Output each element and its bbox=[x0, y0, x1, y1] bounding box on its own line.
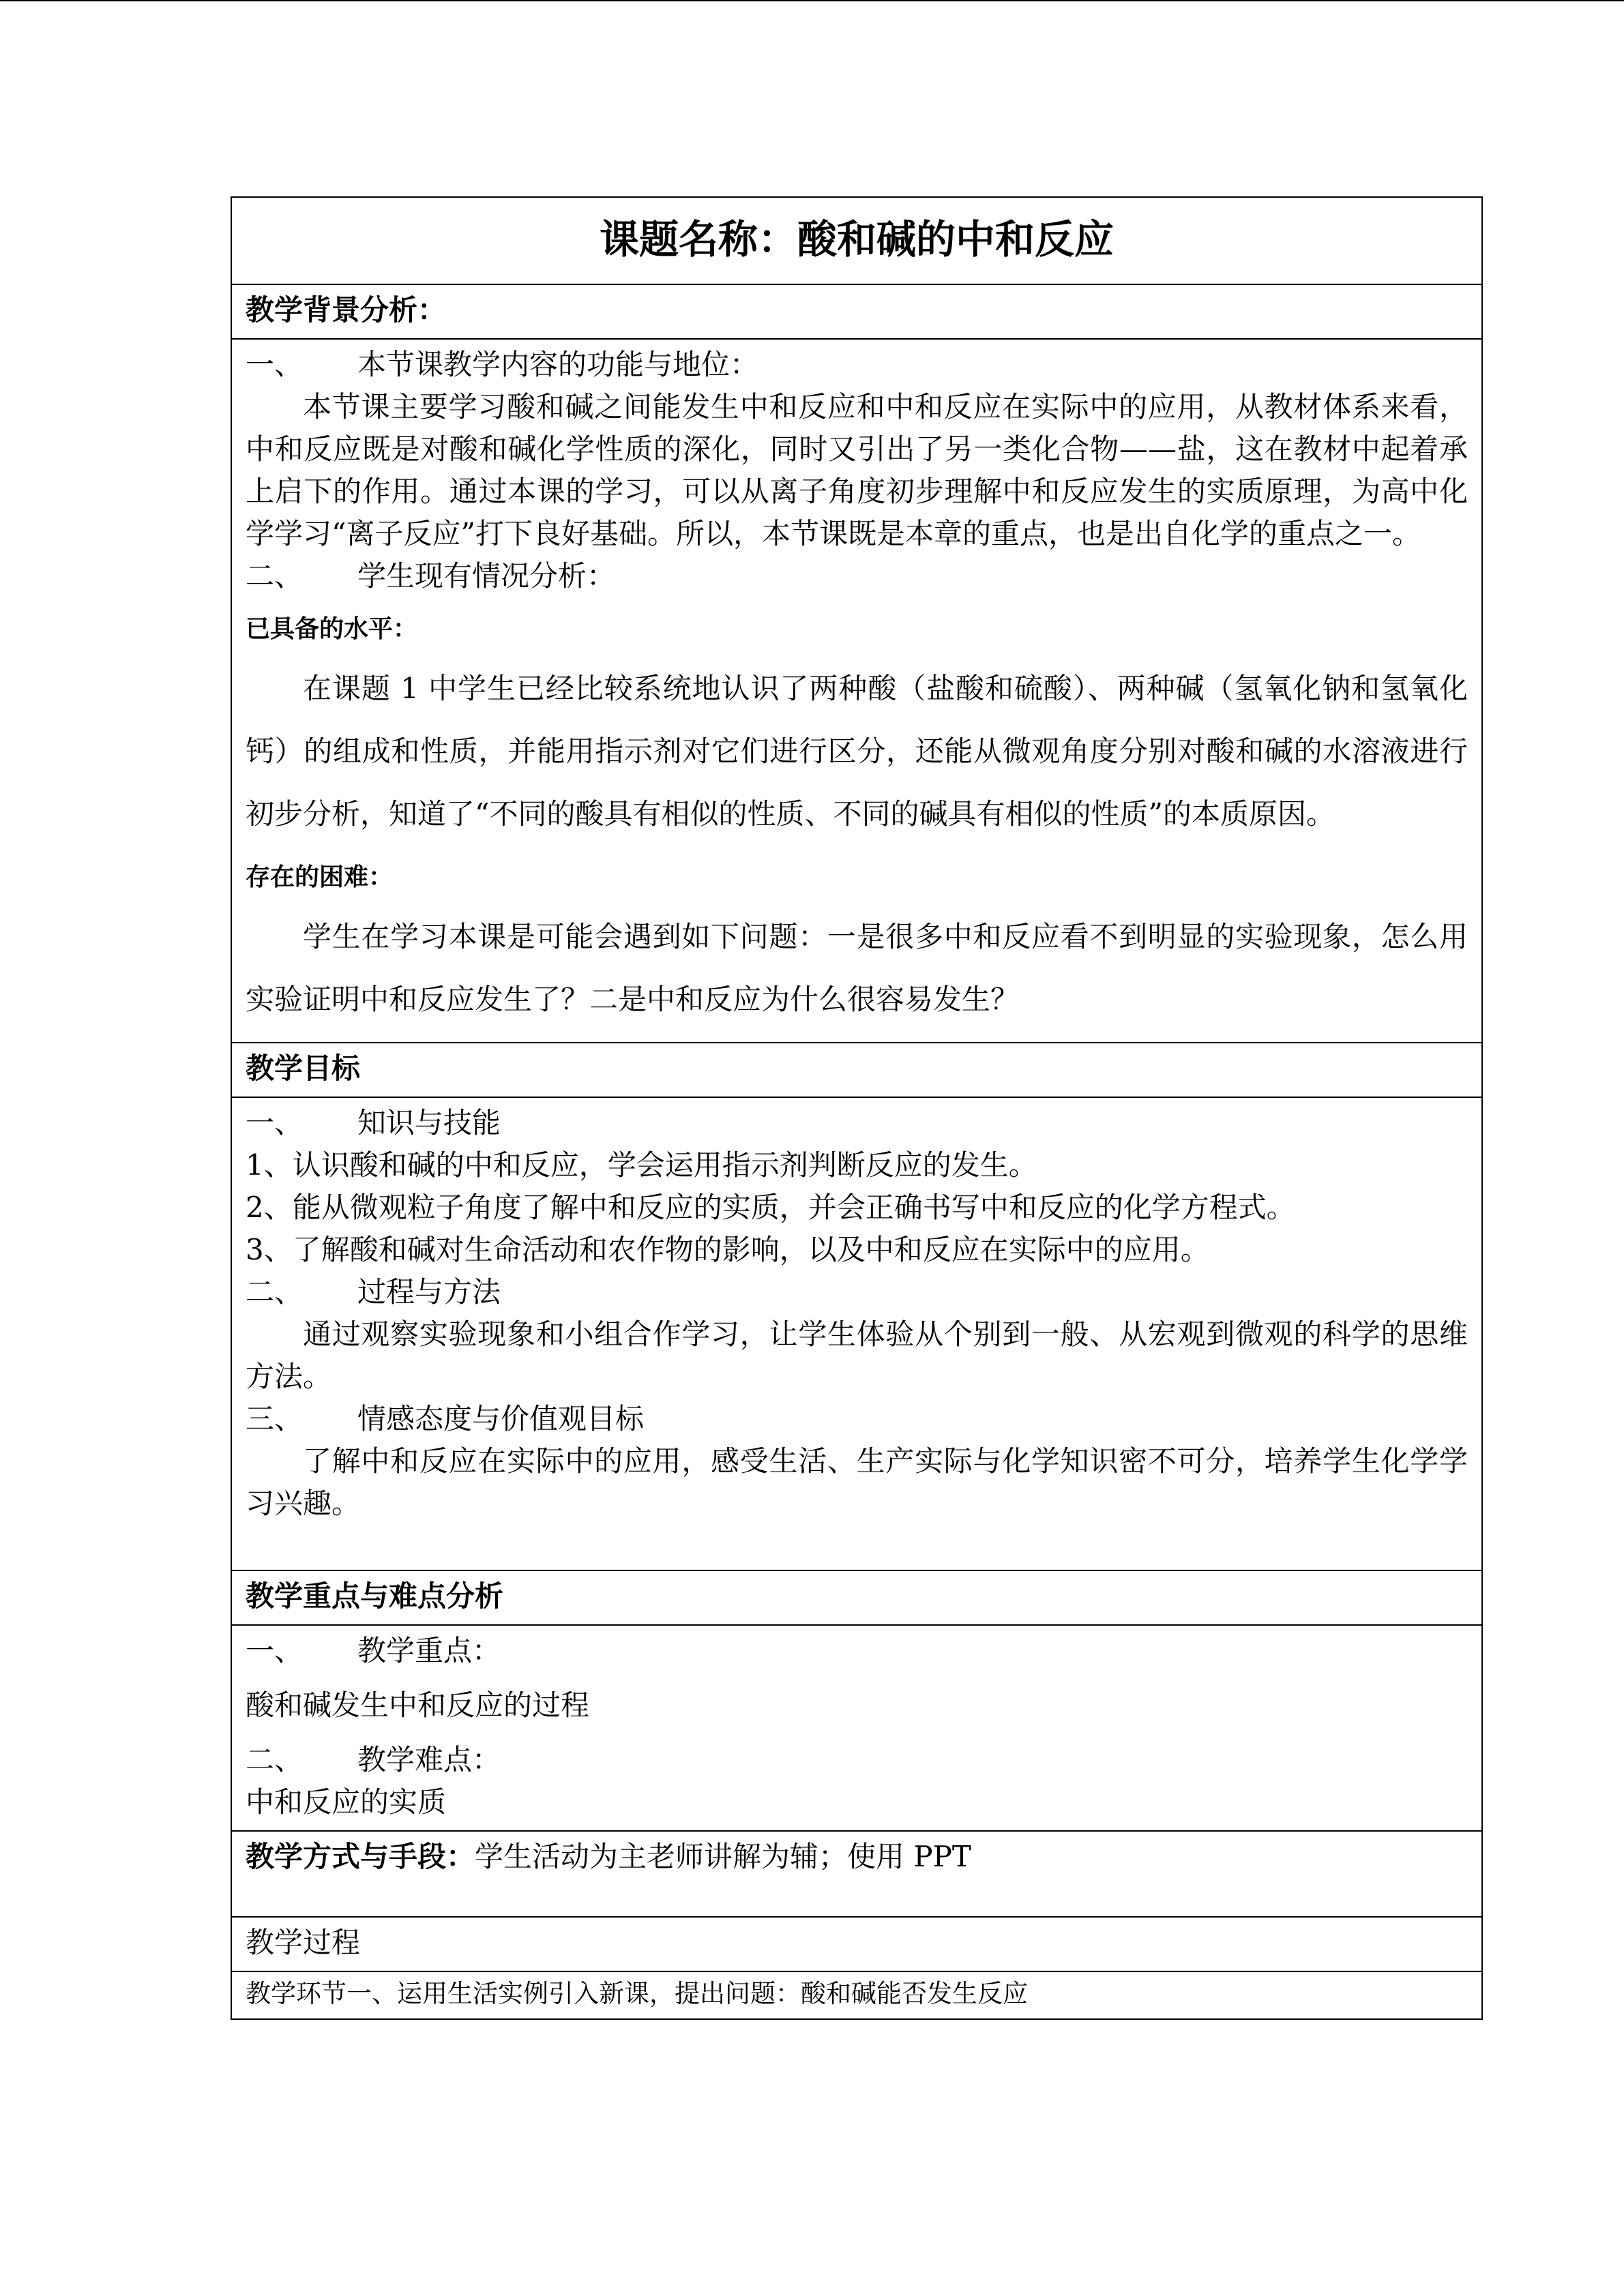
background-part2-line bbox=[246, 555, 1468, 597]
background-heading-row bbox=[231, 284, 1482, 339]
goal1-item: 1、认识酸和碱的中和反应，学会运用指示剂判断反应的发生。 bbox=[246, 1148, 1037, 1182]
goals-bottom-spacer bbox=[246, 1525, 1468, 1563]
background-content-row bbox=[231, 339, 1482, 1043]
keypoint-gap bbox=[246, 1672, 1468, 1684]
goals-content bbox=[231, 1097, 1482, 1570]
goal3-text: 了解中和反应在实际中的应用，感受生活、生产实际与化学知识密不可分，培养学生化学学习兴趣。 bbox=[246, 1444, 1468, 1520]
goal2-line bbox=[246, 1271, 1468, 1313]
goal1-line bbox=[246, 1102, 1468, 1144]
keypoint2-num: 二、 bbox=[246, 1743, 304, 1776]
keypoints-content-row bbox=[231, 1625, 1482, 1831]
difficulty-heading: 存在的困难： bbox=[246, 863, 394, 891]
level-text: 在课题 1 中学生已经比较系统地认识了两种酸（盐酸和硫酸）、两种碱（氢氧化钠和氢氧化钙）的组成和性质，并能用指示剂对它们进行区分，还能从微观角度分别对酸和碱的水溶液进行初步分析，知道了“不同的酸具有相似的性质、不同的碱具有相似的性质”的本质原因。 bbox=[246, 672, 1468, 831]
keypoints-heading-row bbox=[231, 1570, 1482, 1625]
goal1-item: 3、了解酸和碱对生命活动和农作物的影响，以及中和反应在实际中的应用。 bbox=[246, 1233, 1209, 1266]
keypoint1-text: 酸和碱发生中和反应的过程 bbox=[246, 1688, 590, 1722]
process-step-1: 教学环节一、运用生活实例引入新课，提出问题：酸和碱能否发生反应 bbox=[231, 1971, 1482, 2019]
goal1-label: 知识与技能 bbox=[357, 1106, 501, 1139]
keypoint2-label: 教学难点： bbox=[357, 1743, 501, 1776]
background-part2-num: 二、 bbox=[246, 559, 304, 593]
goal1-num: 一、 bbox=[246, 1106, 304, 1139]
process-step-row bbox=[231, 1971, 1482, 2019]
lesson-title: 课题名称：酸和碱的中和反应 bbox=[231, 197, 1482, 284]
goals-heading: 教学目标 bbox=[231, 1043, 1482, 1097]
goal2-label: 过程与方法 bbox=[357, 1275, 501, 1309]
keypoint2-text: 中和反应的实质 bbox=[246, 1785, 447, 1819]
keypoint-gap bbox=[246, 1727, 1468, 1739]
goals-heading-row bbox=[231, 1043, 1482, 1097]
keypoint2-line bbox=[246, 1739, 1468, 1781]
background-part1-text: 本节课主要学习酸和碱之间能发生中和反应和中和反应在实际中的应用，从教材体系来看，中和反应既是对酸和碱化学性质的深化，同时又引出了另一类化合物——盐，这在教材中起着承上启下的作用。通过本课的学习，可以从离子角度初步理解中和反应发生的实质原理，为高中化学学习“离子反应”打下良好基础。所以，本节课既是本章的重点，也是出自化学的重点之一。 bbox=[246, 390, 1468, 550]
background-part1-label: 本节课教学内容的功能与地位： bbox=[357, 348, 759, 381]
method-text: 学生活动为主老师讲解为辅；使用 PPT bbox=[475, 1840, 971, 1873]
goal2-num: 二、 bbox=[246, 1275, 304, 1309]
goal2-text: 通过观察实验现象和小组合作学习，让学生体验从个别到一般、从宏观到微观的科学的思维方法。 bbox=[246, 1317, 1468, 1393]
keypoint1-num: 一、 bbox=[246, 1634, 304, 1667]
page-top-border bbox=[0, 0, 1624, 1]
lesson-plan-table bbox=[231, 196, 1483, 2020]
goal1-item: 2、能从微观粒子角度了解中和反应的实质，并会正确书写中和反应的化学方程式。 bbox=[246, 1191, 1295, 1224]
process-heading: 教学过程 bbox=[231, 1917, 1482, 1971]
keypoints-content bbox=[231, 1625, 1482, 1831]
background-heading: 教学背景分析： bbox=[231, 284, 1482, 339]
method-row bbox=[231, 1831, 1482, 1917]
keypoint1-line bbox=[246, 1630, 1468, 1672]
goals-content-row bbox=[231, 1097, 1482, 1570]
difficulty-text: 学生在学习本课是可能会遇到如下问题：一是很多中和反应看不到明显的实验现象，怎么用实验证明中和反应发生了？二是中和反应为什么很容易发生？ bbox=[246, 920, 1468, 1016]
keypoint1-label: 教学重点： bbox=[357, 1634, 501, 1667]
background-part1-line bbox=[246, 344, 1468, 386]
keypoints-heading: 教学重点与难点分析 bbox=[231, 1570, 1482, 1625]
goal3-label: 情感态度与价值观目标 bbox=[357, 1402, 645, 1435]
background-part2-label: 学生现有情况分析： bbox=[357, 559, 616, 593]
background-part1-num: 一、 bbox=[246, 348, 304, 381]
method-label: 教学方式与手段： bbox=[246, 1840, 475, 1873]
level-heading: 已具备的水平： bbox=[246, 615, 418, 643]
process-heading-row bbox=[231, 1917, 1482, 1971]
method-cell bbox=[231, 1831, 1482, 1917]
title-row bbox=[231, 197, 1482, 284]
goal3-line bbox=[246, 1398, 1468, 1440]
goal3-num: 三、 bbox=[246, 1402, 304, 1435]
background-content bbox=[231, 339, 1482, 1043]
